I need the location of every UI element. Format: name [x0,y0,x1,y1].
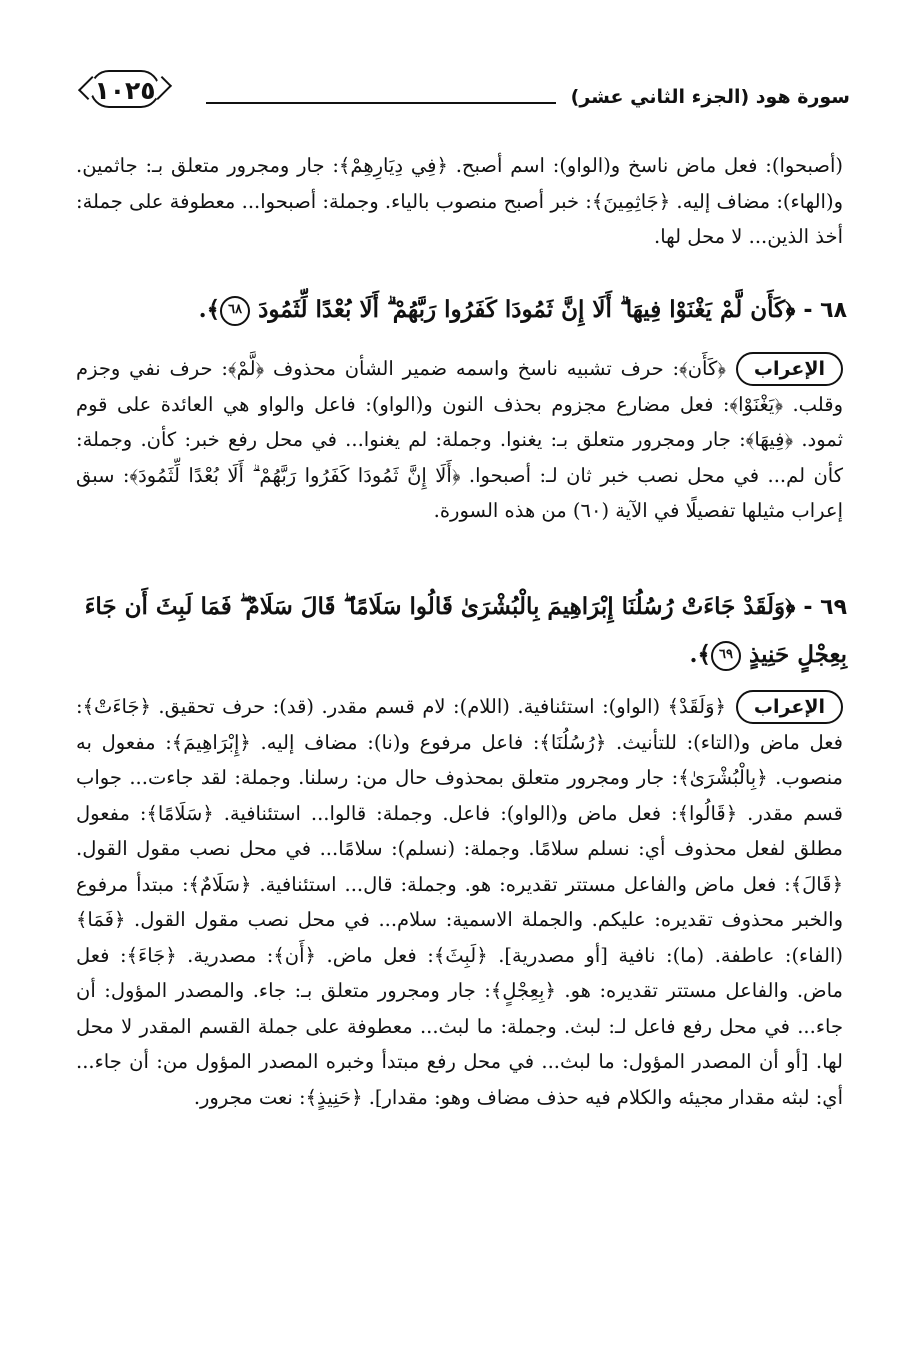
page-number-badge [80,68,170,112]
verse-69 [70,583,847,678]
verse-text: ﴿كَأَن لَّمْ يَغْنَوْا فِيهَا ۗ أَلَا إِنَّ ثَمُودَا كَفَرُوا رَبَّهُمْ ۗ أَلَا بُعْدًا لِّثَمُودَ [258,296,796,323]
verse-number: ٦٨ - [803,298,847,323]
intro-paragraph: (أصبحوا): فعل ماض ناسخ و(الواو): اسم أصبح. ﴿فِي دِيَارِهِمْ﴾: جار ومجرور متعلق بـ: جاثمين. و(الهاء): مضاف إليه. ﴿جَاثِمِينَ﴾: خبر أصبح منصوب بالياء. وجملة: أصبحوا... معطوفة على جملة: أخذ الذين... لا محل لها. [76,154,843,248]
verse-closing: ﴾. [689,641,712,668]
irab-text: ﴿كَأَن﴾: حرف تشبيه ناسخ واسمه ضمير الشأن محذوف ﴿لَّمْ﴾: حرف نفي وجزم وقلب. ﴿يَغْنَوْا﴾: فعل مضارع مجزوم بحذف النون و(الواو): فاعل والواو هي العائدة على قوم ثمود. ﴿فِيهَا﴾: جار ومجرور متعلق بـ: يغنوا. وجملة: لم يغنوا... في محل رفع خبر: كأن. وجملة: كأن لم... في محل نصب خبر ثان لـ: أصبحوا. ﴿أَلَا إِنَّ ثَمُودَا كَفَرُوا رَبَّهُمْ ۗ أَلَا بُعْدًا لِّثَمُودَ﴾: سبق إعراب مثيلها تفصيلًا في الآية (٦٠) من هذه السورة. [76,357,843,522]
irab-section-69 [76,689,843,1115]
page-number: ١٠٢٥ [94,75,156,105]
verse-closing: ﴾. [198,296,221,323]
irab-section-68 [76,351,843,529]
verse-text: ﴿وَلَقَدْ جَاءَتْ رُسُلُنَا إِبْرَاهِيمَ بِالْبُشْرَىٰ قَالُوا سَلَامًا ۖ قَالَ سَلَامٌ ۖ فَمَا لَبِثَ أَن جَاءَ بِعِجْلٍ حَنِيذٍ [84,593,847,668]
irab-label: الإعراب [736,352,843,386]
ayah-end-mark: ٦٨ [220,296,250,326]
verse-68 [70,286,847,334]
verse-number: ٦٩ - [803,595,847,620]
running-header-title: سورة هود (الجزء الثاني عشر) [570,86,850,108]
ayah-end-mark: ٦٩ [711,641,741,671]
irab-label: الإعراب [736,690,843,724]
irab-text: ﴿وَلَقَدْ﴾ (الواو): استئنافية. (اللام): لام قسم مقدر. (قد): حرف تحقيق. ﴿جَاءَتْ﴾: فعل ماض و(التاء): للتأنيث. ﴿رُسُلُنَا﴾: فاعل مرفوع و(نا): مضاف إليه. ﴿إِبْرَاهِيمَ﴾: مفعول به منصوب. ﴿بِالْبُشْرَىٰ﴾: جار ومجرور متعلق بمحذوف حال من: رسلنا. وجملة: لقد جاءت... جواب قسم مقدر. ﴿قَالُوا﴾: فعل ماض و(الواو): فاعل. وجملة: قالوا... استئنافية. ﴿سَلَامًا﴾: مفعول مطلق لفعل محذوف أي: نسلم سلامًا. وجملة: (نسلم): سلامًا... في محل نصب مقول القول. ﴿قَالَ﴾: فعل ماض والفاعل مستتر تقديره: هو. وجملة: قال... استئنافية. ﴿سَلَامٌ﴾: مبتدأ مرفوع والخبر محذوف تقديره: عليكم. والجملة الاسمية: سلام... في محل نصب مقول القول. ﴿فَمَا﴾ (الفاء): عاطفة. (ما): نافية [أو مصدرية]. ﴿لَبِثَ﴾: فعل ماض. ﴿أَن﴾: مصدرية. ﴿جَاءَ﴾: فعل ماض. والفاعل مستتر تقديره: هو. ﴿بِعِجْلٍ﴾: جار ومجرور متعلق بـ: جاء. والمصدر المؤول: أن جاء... في محل رفع فاعل لـ: لبث. وجملة: ما لبث... معطوفة على جملة القسم المقدر لا محل لها. [أو أن المصدر المؤول: ما لبث... في محل رفع مبتدأ وخبره المصدر المؤول من: أن جاء... أي: لبثه مقدار مجيئه والكلام فيه حذف مضاف وهو: مقدار]. ﴿حَنِيذٍ﴾: نعت مجرور. [76,695,843,1109]
page-header [80,68,850,118]
header-rule [206,102,556,104]
